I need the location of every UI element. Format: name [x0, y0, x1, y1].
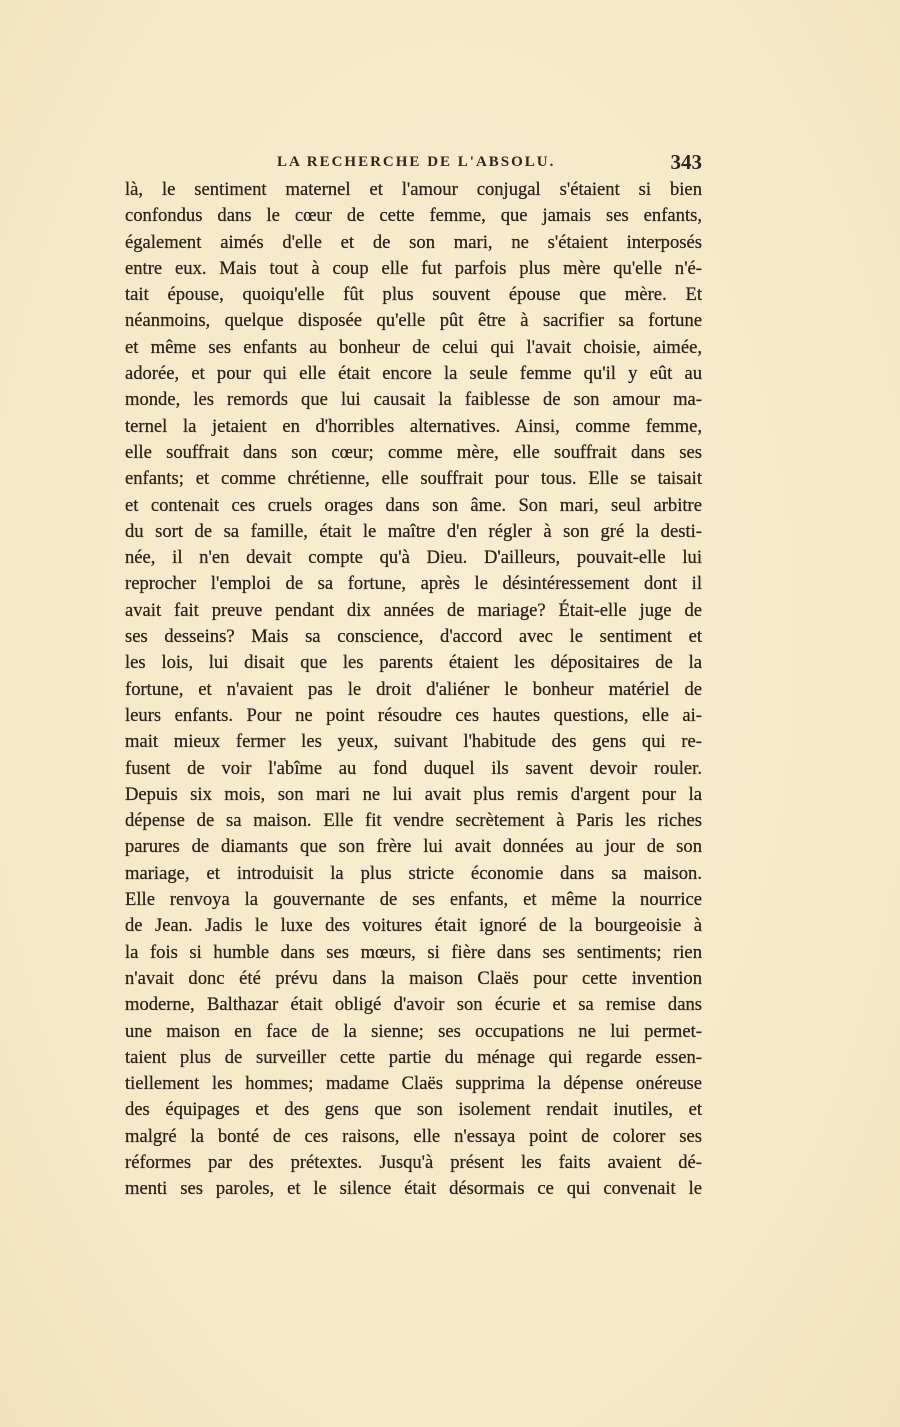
text-line: leurs enfants. Pour ne point résoudre ces hautes questions, elle ai- — [125, 704, 702, 726]
text-line: reprocher l'emploi de sa fortune, après le désintéressement dont il — [125, 573, 702, 595]
page-number: 343 — [670, 150, 702, 174]
text-line: tait épouse, quoiqu'elle fût plus souvent épouse que mère. Et — [125, 284, 702, 306]
text-line: fortune, et n'avaient pas le droit d'aliéner le bonheur matériel de — [125, 678, 702, 700]
text-line: là, le sentiment maternel et l'amour conjugal s'étaient si bien — [125, 179, 702, 200]
text-line: n'avait donc été prévu dans la maison Claës pour cette invention — [125, 967, 702, 989]
text-line: adorée, et pour qui elle était encore la seule femme qu'il y eût au — [125, 363, 702, 385]
text-line: Elle renvoya la gouvernante de ses enfants, et même la nourrice — [125, 889, 702, 911]
text-line: du sort de sa famille, était le maître d'en régler à son gré la desti- — [125, 520, 702, 542]
text-line: enfants; et comme chrétienne, elle souffrait pour tous. Elle se taisait — [125, 468, 702, 490]
text-line: mariage, et introduisit la plus stricte économie dans sa maison. — [125, 862, 702, 884]
text-line: malgré la bonté de ces raisons, elle n'essaya point de colorer ses — [125, 1125, 702, 1147]
text-line: néanmoins, quelque disposée qu'elle pût être à sacrifier sa fortune — [125, 310, 702, 332]
text-line: avait fait preuve pendant dix années de mariage? Était-elle juge de — [125, 599, 702, 621]
text-line: une maison en face de la sienne; ses occupations ne lui permet- — [125, 1020, 702, 1042]
text-line: confondus dans le cœur de cette femme, que jamais ses enfants, — [125, 205, 702, 227]
text-line: dépense de sa maison. Elle fit vendre secrètement à Paris les riches — [125, 810, 702, 832]
text-line: et même ses enfants au bonheur de celui qui l'avait choisie, aimée, — [125, 336, 702, 358]
body-text — [125, 177, 702, 1203]
text-line: parures de diamants que son frère lui avait données au jour de son — [125, 836, 702, 858]
text-line: elle souffrait dans son cœur; comme mère, elle souffrait dans ses — [125, 441, 702, 463]
text-line: les lois, lui disait que les parents étaient les dépositaires de la — [125, 652, 702, 674]
text-line: taient plus de surveiller cette partie du ménage qui regarde essen- — [125, 1046, 702, 1068]
text-line: moderne, Balthazar était obligé d'avoir son écurie et sa remise dans — [125, 994, 702, 1016]
text-line: des équipages et des gens que son isolement rendait inutiles, et — [125, 1099, 702, 1121]
text-line: Depuis six mois, son mari ne lui avait plus remis d'argent pour la — [125, 783, 702, 805]
text-line: mait mieux fermer les yeux, suivant l'habitude des gens qui re- — [125, 731, 702, 753]
text-line: ses desseins? Mais sa conscience, d'accord avec le sentiment et — [125, 626, 702, 648]
text-line: réformes par des prétextes. Jusqu'à présent les faits avaient dé- — [125, 1151, 702, 1173]
text-line: monde, les remords que lui causait la faiblesse de son amour ma- — [125, 389, 702, 411]
text-line: entre eux. Mais tout à coup elle fut parfois plus mère qu'elle n'é- — [125, 257, 702, 279]
text-line: tiellement les hommes; madame Claës supprima la dépense onéreuse — [125, 1073, 702, 1095]
text-line: et contenait ces cruels orages dans son âme. Son mari, seul arbitre — [125, 494, 702, 516]
text-line: ternel la jetaient en d'horribles alternatives. Ainsi, comme femme, — [125, 415, 702, 437]
text-line: la fois si humble dans ses mœurs, si fière dans ses sentiments; rien — [125, 941, 702, 963]
text-line: menti ses paroles, et le silence était désormais ce qui convenait le — [125, 1178, 702, 1200]
text-line: née, il n'en devait compte qu'à Dieu. D'ailleurs, pouvait-elle lui — [125, 547, 702, 569]
text-line: fusent de voir l'abîme au fond duquel ils savent devoir rouler. — [125, 757, 702, 779]
text-line: également aimés d'elle et de son mari, ne s'étaient interposés — [125, 231, 702, 253]
page-header — [125, 150, 702, 176]
running-title: LA RECHERCHE DE L'ABSOLU. — [277, 154, 556, 170]
text-line: de Jean. Jadis le luxe des voitures était ignoré de la bourgeoisie à — [125, 915, 702, 937]
